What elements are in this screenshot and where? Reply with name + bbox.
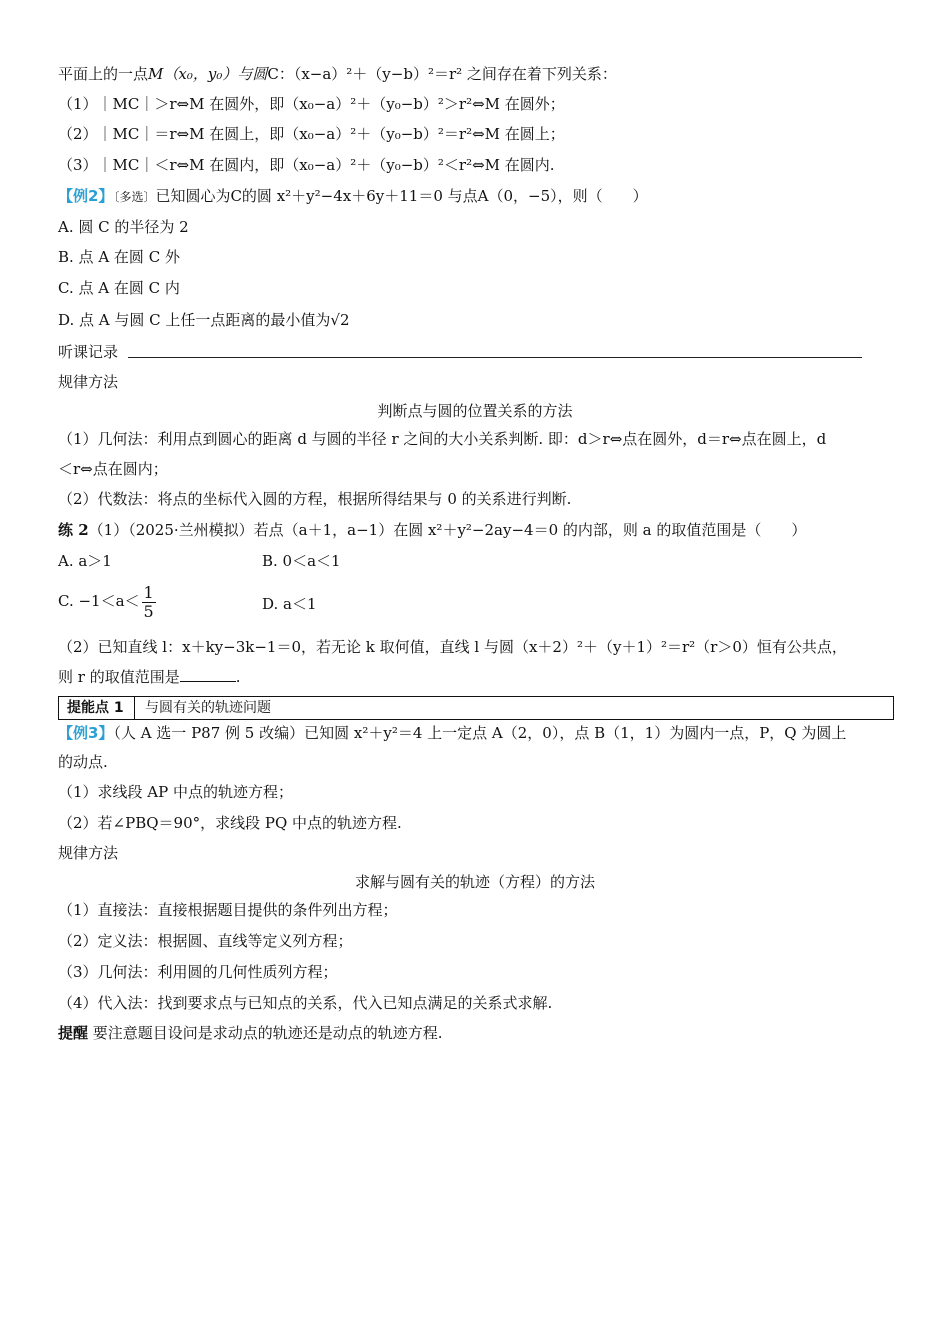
example2-question-line xyxy=(58,186,648,207)
intro-text-c: C：（x−a）²＋（y−b）²＝r² 之间存在着下列关系： xyxy=(267,65,617,83)
example3-line2: 的动点. xyxy=(58,753,108,771)
practice2-q1: （1）（2025·兰州模拟）若点（a＋1，a−1）在圆 x²＋y²−2ay−4＝0 的内部，则 a 的取值范围是（ ） xyxy=(88,521,807,539)
method1-line3: （2）代数法：将点的坐标代入圆的方程，根据所得结果与 0 的关系进行判断. xyxy=(58,490,572,508)
example3-q1: （1）求线段 AP 中点的轨迹方程； xyxy=(58,783,294,801)
example3-text: （人 A 选一 P87 例 5 改编）已知圆 x²＋y²＝4 上一定点 A（2，0），点 B（1，1）为圆内一点，P，Q 为圆上 xyxy=(113,724,847,742)
notes-label: 听课记录 xyxy=(58,343,119,361)
skill-box-label: 提能点 1 xyxy=(59,697,135,719)
reminder-text: 要注意题目设问是求动点的轨迹还是动点的轨迹方程. xyxy=(92,1024,443,1042)
relation-2: （2）｜MC｜＝r⇔M 在圆上，即（x₀−a）²＋（y₀−b）²＝r²⇔M 在圆上； xyxy=(58,125,565,143)
method2-item-3: （3）几何法：利用圆的几何性质列方程； xyxy=(58,963,338,981)
practice2-option-b: B. 0＜a＜1 xyxy=(262,552,341,570)
example3-line1 xyxy=(58,723,846,743)
example2-question: 已知圆心为C的圆 x²＋y²−4x＋6y＋11＝0 与点A（0，−5），则（ ） xyxy=(155,187,648,205)
method1-line2: ＜r⇔点在圆内； xyxy=(58,460,168,478)
method1-title: 判断点与圆的位置关系的方法 xyxy=(377,402,573,420)
method1-label: 规律方法 xyxy=(58,373,119,391)
practice2-option-c-prefix: C. −1＜a＜ xyxy=(58,592,140,610)
intro-text-a: 平面上的一点 xyxy=(58,65,149,83)
reminder-label: 提醒 xyxy=(58,1024,89,1042)
intro-line xyxy=(58,64,617,84)
practice2-q1-line xyxy=(58,520,806,540)
method2-label: 规律方法 xyxy=(58,844,119,862)
relation-3: （3）｜MC｜＜r⇔M 在圆内，即（x₀−a）²＋（y₀−b）²＜r²⇔M 在圆内. xyxy=(58,156,555,174)
practice2-q2-suffix: . xyxy=(235,668,241,686)
method2-item-1: （1）直接法：直接根据题目提供的条件列出方程； xyxy=(58,901,398,919)
example2-tag: 【例2】 xyxy=(58,187,114,205)
reminder-line xyxy=(58,1023,443,1043)
fraction-numerator: 1 xyxy=(143,582,154,602)
practice2-q2-prefix: 则 r 的取值范围是 xyxy=(58,668,180,686)
fraction-denominator: 5 xyxy=(143,601,154,621)
example3-q2: （2）若∠PBQ＝90°，求线段 PQ 中点的轨迹方程. xyxy=(58,814,402,832)
method2-item-2: （2）定义法：根据圆、直线等定义列方程； xyxy=(58,932,353,950)
practice2-q2-line1: （2）已知直线 l：x＋ky−3k−1＝0，若无论 k 取何值，直线 l 与圆（x＋2）²＋（y＋1）²＝r²（r＞0）恒有公共点， xyxy=(58,638,847,656)
answer-blank[interactable] xyxy=(180,681,236,682)
intro-text-b: M（x₀，y₀）与圆 xyxy=(148,65,268,83)
practice2-option-a: A. a＞1 xyxy=(58,552,112,570)
example2-option-d: D. 点 A 与圆 C 上任一点距离的最小值为√2 xyxy=(58,311,350,329)
method1-line1: （1）几何法：利用点到圆心的距离 d 与圆的半径 r 之间的大小关系判断. 即：d＞r⇔点在圆外，d＝r⇔点在圆上，d xyxy=(58,430,827,448)
example2-option-a: A. 圆 C 的半径为 2 xyxy=(58,218,189,236)
example2-option-b: B. 点 A 在圆 C 外 xyxy=(58,248,180,266)
example2-badge: 〔多选〕 xyxy=(113,190,156,204)
practice2-option-d: D. a＜1 xyxy=(262,595,317,613)
notes-rule xyxy=(128,357,862,358)
method2-title: 求解与圆有关的轨迹（方程）的方法 xyxy=(354,873,595,891)
skill-box xyxy=(58,696,894,720)
relation-1: （1）｜MC｜＞r⇔M 在圆外，即（x₀−a）²＋（y₀−b）²＞r²⇔M 在圆外； xyxy=(58,95,565,113)
practice2-q2-line2 xyxy=(58,667,241,687)
skill-box-title: 与圆有关的轨迹问题 xyxy=(145,700,271,716)
fraction xyxy=(142,584,156,621)
example3-tag: 【例3】 xyxy=(58,724,114,742)
method2-item-4: （4）代入法：找到要求点与已知点的关系，代入已知点满足的关系式求解. xyxy=(58,994,553,1012)
practice2-label: 练 2 xyxy=(58,521,89,539)
practice2-option-c xyxy=(58,581,158,621)
example2-option-c: C. 点 A 在圆 C 内 xyxy=(58,279,180,297)
